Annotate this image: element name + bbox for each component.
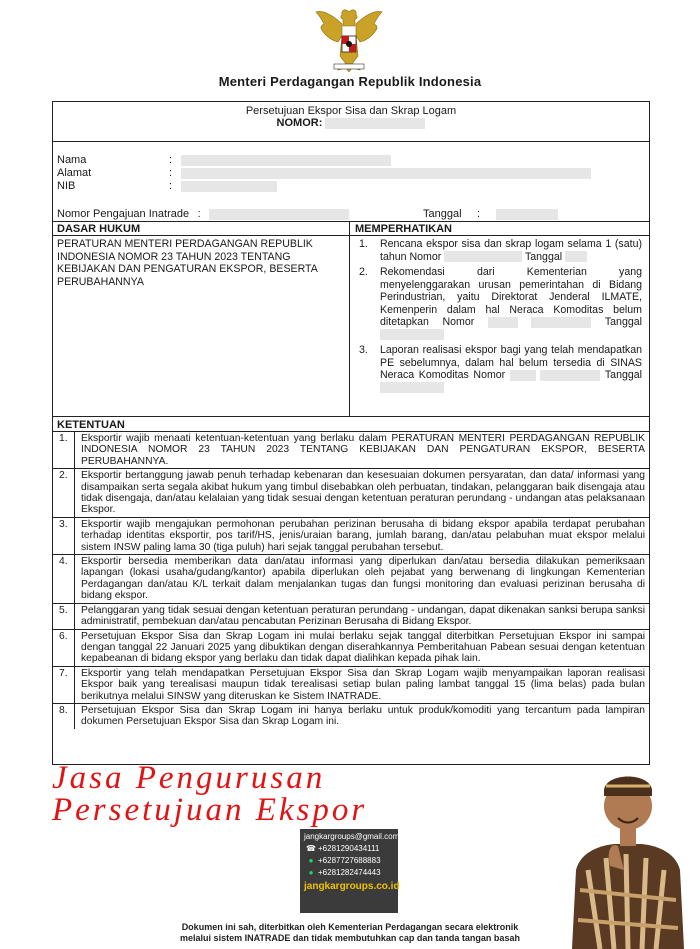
promo-headline-line2: Persetujuan Ekspor [52, 792, 368, 828]
tanggal-field: Tanggal : [423, 208, 558, 220]
redacted-value [380, 329, 444, 340]
redacted-value [181, 155, 391, 166]
redacted-value [380, 382, 444, 393]
nomor-pengajuan-label: Nomor Pengajuan Inatrade [57, 208, 190, 220]
redacted-value [565, 251, 587, 262]
website-link[interactable]: jangkargroups.co.id [304, 881, 400, 892]
whatsapp-icon: ● [308, 856, 314, 865]
redacted-value [531, 317, 591, 328]
dasar-hukum-text: PERATURAN MENTERI PERDAGANGAN REPUBLIK INDONESIA NOMOR 23 TAHUN 2023 TENTANG KEBIJAKAN DAN PENGATURAN EKSPOR, BESERTA PERUBAHANNYA [57, 238, 318, 288]
document-number [53, 117, 649, 129]
legal-basis-section [53, 221, 649, 417]
whatsapp-icon: ● [308, 868, 314, 877]
promo-headline-line1: Jasa Pengurusan [52, 760, 326, 796]
redacted-value [181, 181, 277, 192]
column-divider [349, 222, 350, 417]
field-nama: Nama : [57, 154, 591, 167]
whatsapp-row-2[interactable]: ● +6281282474443 [304, 868, 394, 880]
list-item: 5. Pelanggaran yang tidak sesuai dengan ketentuan peraturan perundang - undangan, dapat dikenakan sanksi berupa sanksi administratif, pembekuan dan/atau pencabutan Perizinan Berusaha di Bidang Ekspor. [53, 604, 649, 630]
list-item: 1. Eksportir wajib menaati ketentuan-ketentuan yang berlaku dalam PERATURAN MENTERI PERDAGANGAN REPUBLIK INDONESIA NOMOR 23 TAHUN 2023 TENTANG KEBIJAKAN DAN PENGATURAN EKSPOR, BESERTA PERUBAHANNYA. [53, 432, 649, 469]
field-nib: NIB : [57, 180, 591, 193]
submission-row: Nomor Pengajuan Inatrade : Tanggal : [57, 208, 647, 222]
footer-note: Dokumen ini sah, diterbitkan oleh Kementerian Perdagangan secara elektronik melalui sistem INATRADE dan tidak membutuhkan cap dan tanda tangan basah [180, 922, 520, 943]
ketentuan-list [53, 431, 649, 729]
ketentuan-heading: KETENTUAN [57, 419, 125, 431]
whatsapp-row-1[interactable]: ● +6287727688883 [304, 856, 394, 868]
phone-icon: ☎ [306, 844, 316, 853]
memperhatikan-heading: MEMPERHATIKAN [350, 222, 649, 236]
contact-email: jangkargroups@gmail.com [304, 832, 400, 841]
list-item: 3. Eksportir wajib mengajukan permohonan perubahan perizinan berusaha di bidang ekspor apabila terdapat perubahan terhadap identitas eksportir, pos tarif/HS, jenis/uraian barang, jumlah barang, dan/atau pelabuhan muat ekspor melalui sistem INSW paling lama 30 (tiga puluh) hari sejak tanggal perubahan tersebut. [53, 518, 649, 555]
list-item: 2. Eksportir bertanggung jawab penuh terhadap kebenaran dan kesesuaian dokumen persyaratan, dan data/ informasi yang disampaikan serta segala akibat hukum yang timbul disebabkan oleh perbuatan, tindakan, pelanggaran baik disengaja atau tidak disengaja, dan/atau kelalaian yang tidak sesuai dengan ketentuan peraturan perundang - undangan atas pelaksanaan Ekspor. [53, 469, 649, 518]
ministry-title: Menteri Perdagangan Republik Indonesia [218, 74, 482, 89]
list-item: 4. Eksportir bersedia memberikan data dan/atau informasi yang diperlukan dan/atau bersedia dilakukan pemeriksaan lapangan (lokasi usaha/gudang/kantor) apabila diperlukan oleh pejabat yang berwenang di lingkungan Kementerian Perdagangan dan/atau K/L terkait dalam menjalankan tugas dan fungsi monitoring dan evaluasi perizinan berusaha di bidang ekspor. [53, 555, 649, 604]
redacted-value [488, 317, 518, 328]
redacted-number [325, 118, 425, 129]
phone-row[interactable]: ☎ +6281290434111 [304, 844, 394, 856]
garuda-emblem-icon [312, 6, 386, 72]
redacted-value [510, 370, 536, 381]
list-item: 8. Persetujuan Ekspor Sisa dan Skrap Logam ini hanya berlaku untuk produk/komoditi yang tercantum pada lampiran dokumen Persetujuan Ekspor Sisa dan Skrap Logam ini. [53, 704, 649, 729]
document-header [53, 102, 649, 142]
document-title: Persetujuan Ekspor Sisa dan Skrap Logam [245, 105, 457, 117]
person-photo [566, 750, 690, 949]
contact-card [300, 829, 398, 913]
list-item: 1. Rencana ekspor sisa dan skrap logam selama 1 (satu) tahun Nomor Tanggal [359, 238, 642, 263]
list-item: 6. Persetujuan Ekspor Sisa dan Skrap Logam ini mulai berlaku sejak tanggal diterbitkan Persetujuan Ekspor ini sampai dengan tanggal 22 Januari 2025 yang dibuktikan dengan diserahkannya Pemberitahuan Pabean sesuai dengan ketentuan kepabeanan di bidang ekspor yang berlaku dan tidak dapat dialihkan kepada pihak lain. [53, 630, 649, 667]
list-item: 7. Eksportir yang telah mendapatkan Persetujuan Ekspor Sisa dan Skrap Logam wajib menyampaikan laporan realisasi Ekspor baik yang terealisasi maupun tidak terealisasi setiap bulan paling lambat tanggal 15 (lima belas) pada bulan berikutnya melalui SINSW yang diteruskan ke Sistem INATRADE. [53, 667, 649, 704]
redacted-value [496, 209, 558, 220]
field-alamat: Alamat : [57, 167, 591, 180]
dasar-hukum-heading: DASAR HUKUM [53, 222, 349, 236]
memperhatikan-list [355, 238, 642, 397]
redacted-value [540, 370, 600, 381]
redacted-value [181, 168, 591, 179]
list-item: 2. Rekomendasi dari Kementerian yang menyelenggarakan urusan pemerintahan di Bidang Perindustrian, yaitu Direktorat Jenderal ILMATE, Kemenperin dalam hal Neraca Komoditas belum ditetapkan Nomor Tanggal [355, 266, 642, 341]
list-item: 3. Laporan realisasi ekspor bagi yang telah mendapatkan PE sebelumnya, dalam hal belum tersedia di SINAS Neraca Komoditas Nomor Tanggal [355, 344, 642, 394]
nomor-label: NOMOR: [276, 117, 323, 129]
exporter-identity [57, 154, 591, 193]
email-row[interactable] [304, 832, 400, 844]
redacted-value [209, 209, 349, 220]
export-approval-document [52, 101, 650, 765]
redacted-value [444, 251, 522, 262]
